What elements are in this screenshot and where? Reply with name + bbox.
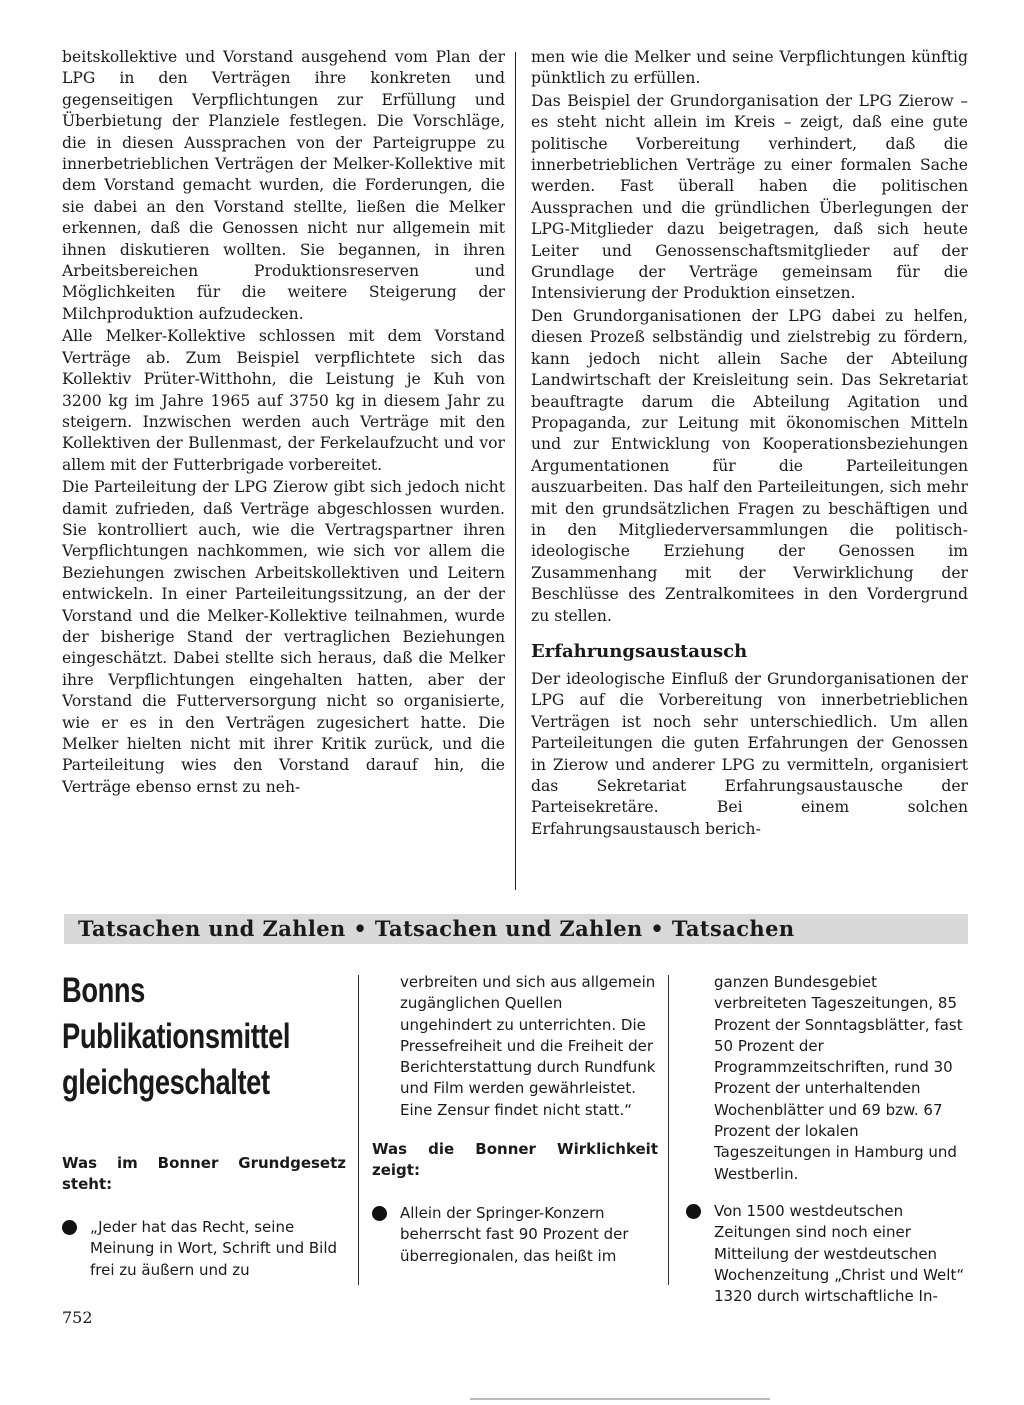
box-column-divider [358, 975, 359, 1285]
box-paragraph: ganzen Bundesgebiet verbreiteten Tageszeitungen, 85 Prozent der Sonntagsblätter, fast 50 Prozent der Programmzeitschriften, rund 30 Prozent der unterhaltenden Wochenblätter und 69 bzw. 67 Prozent der lokalen Tageszeitungen in Hamburg und Westberlin. [714, 973, 963, 1183]
bullet-text: „Jeder hat das Recht, seine Meinung in Wort, Schrift und Bild frei zu äußern und zu [90, 1218, 338, 1279]
bullet-dot-icon [62, 1220, 77, 1235]
bullet-item [372, 1203, 658, 1267]
box-column-1 [62, 1153, 346, 1281]
box-subheading: Was im Bonner Grundgesetz steht: [62, 1154, 346, 1193]
box-subheading: Was die Bonner Wirklichkeit zeigt: [372, 1140, 658, 1180]
page-number: 752 [62, 1308, 93, 1327]
bullet-text: Allein der Springer-Konzern beherrscht fast 90 Prozent der überregionalen, das heißt im [400, 1204, 629, 1265]
article-paragraph: Den Grundorganisationen der LPG dabei zu helfen, diesen Prozeß selbständig und zielstrebig zu fördern, kann jedoch nicht allein Sache der Abteilung Landwirtschaft der Kreisleitung sein. Das Sekretariat beauftragte darum die Abteilung Agitation und Propaganda, zur Leitung mit ökonomischen Mitteln und zur Entwicklung von Kooperationsbeziehungen Argumentationen für die Parteileitungen auszuarbeiten. Das half den Parteileitungen, sich mehr mit den grundsätzlichen Fragen zu beschäftigen und in den Mitgliederversammlungen die politisch-ideologische Erziehung der Genossen im Zusammenhang mit der Verwirklichung der Beschlüsse des Zentralkomitees in den Vordergrund zu stellen. [531, 306, 968, 625]
scan-artifact-line [470, 1398, 770, 1400]
headline-line: Publikationsmittel [62, 1017, 291, 1056]
bullet-dot-icon [686, 1204, 701, 1219]
article-column-left [62, 47, 505, 799]
bullet-text: Von 1500 westdeutschen Zeitungen sind noch einer Mitteilung der westdeutschen Wochenzeitung „Christ und Welt“ 1320 durch wirtschaftliche In- [714, 1201, 965, 1306]
column-divider [515, 52, 516, 890]
bullet-item [62, 1217, 346, 1281]
bullet-dot-icon [372, 1206, 387, 1221]
article-paragraph: beitskollektive und Vorstand ausgehend vom Plan der LPG in den Verträgen ihre konkreten und gegenseitigen Verpflichtungen zur Erfüllung und Überbietung der Planziele festlegen. Die Vorschläge, die in diesen Aussprachen von der Parteigruppe zu innerbetrieblichen Verträgen der Melker-Kollektive mit dem Vorstand gemacht wurden, die Forderungen, die sie dabei an den Vorstand stellte, ließen die Melker erkennen, daß die Genossen nicht nur allgemein mit ihnen diskutieren wollten. Sie begannen, in ihren Arbeitsbereichen Produktionsreserven und Möglichkeiten für die weitere Steigerung der Milchproduktion aufzudecken. [62, 48, 505, 323]
box-paragraph: verbreiten und sich aus allgemein zugänglichen Quellen ungehindert zu unterrichten. Die Pressefreiheit und die Freiheit der Berichterstattung durch Rundfunk und Film werden gewährleistet. Eine Zensur findet nicht statt.“ [400, 973, 656, 1119]
section-subheading: Erfahrungsaustausch [531, 640, 748, 662]
headline-line: gleichgeschaltet [62, 1063, 270, 1102]
box-column-divider [668, 975, 669, 1285]
article-paragraph: Der ideologische Einfluß der Grundorganisationen der LPG auf die Vorbereitung von innerbetrieblichen Verträgen ist noch sehr unterschiedlich. Um allen Parteileitungen die guten Erfahrungen der Genossen in Zierow und anderer LPG zu vermitteln, organisiert das Sekretariat Erfahrungsaustausche der Parteisekretäre. Bei einem solchen Erfahrungsaustausch berich- [531, 669, 968, 838]
box-headline [62, 968, 291, 1106]
headline-line: Bonns [62, 971, 145, 1010]
article-paragraph: Die Parteileitung der LPG Zierow gibt sich jedoch nicht damit zufrieden, daß Verträge abgeschlossen wurden. Sie kontrolliert auch, wie die Vertragspartner ihren Verpflichtungen nachkommen, wie sich vor allem die Beziehungen zwischen Arbeitskollektiven und Leitern entwickeln. In einer Parteileitungssitzung, an der der Vorstand und die Melker-Kollektive teilnahmen, wurde der bisherige Stand der vertraglichen Beziehungen eingeschätzt. Dabei stellte sich heraus, daß die Melker ihre Verpflichtungen eingehalten hatten, aber der Vorstand die Futterversorgung nicht so organisierte, wie er es in den Verträgen zugesichert hatte. Die Melker hielten nicht mit ihrer Kritik zurück, und die Parteileitung wies den Vorstand darauf hin, die Verträge ebenso ernst zu neh- [62, 478, 505, 796]
facts-banner: Tatsachen und Zahlen • Tatsachen und Zahlen • Tatsachen [64, 914, 968, 944]
box-column-2 [372, 972, 658, 1267]
article-paragraph: Das Beispiel der Grundorganisation der LPG Zierow – es steht nicht allein im Kreis – zeigt, daß eine gute politische Vorbereitung verhindert, daß die innerbetrieblichen Verträge zu einer formalen Sache werden. Fast überall haben die politischen Aussprachen und die gründlichen Überlegungen der LPG-Mitglieder dazu beigetragen, daß sich heute Leiter und Genossenschaftsmitglieder auf der Grundlage der Verträge gemeinsam für die Intensivierung der Produktion einsetzen. [531, 91, 968, 303]
article-paragraph: Alle Melker-Kollektive schlossen mit dem Vorstand Verträge ab. Zum Beispiel verpflichtete sich das Kollektiv Prüter-Witthohn, die Leistung je Kuh von 3200 kg im Jahre 1965 auf 3750 kg in diesem Jahr zu steigern. Inzwischen werden auch Verträge mit den Kollektiven der Bullenmast, der Ferkelaufzucht und vor allem mit der Futterbrigade vorbereitet. [62, 327, 505, 474]
article-paragraph: men wie die Melker und seine Verpflichtungen künftig pünktlich zu erfüllen. [531, 48, 968, 88]
bullet-item [686, 1201, 970, 1307]
article-column-right [531, 47, 968, 841]
box-column-3 [686, 972, 970, 1307]
